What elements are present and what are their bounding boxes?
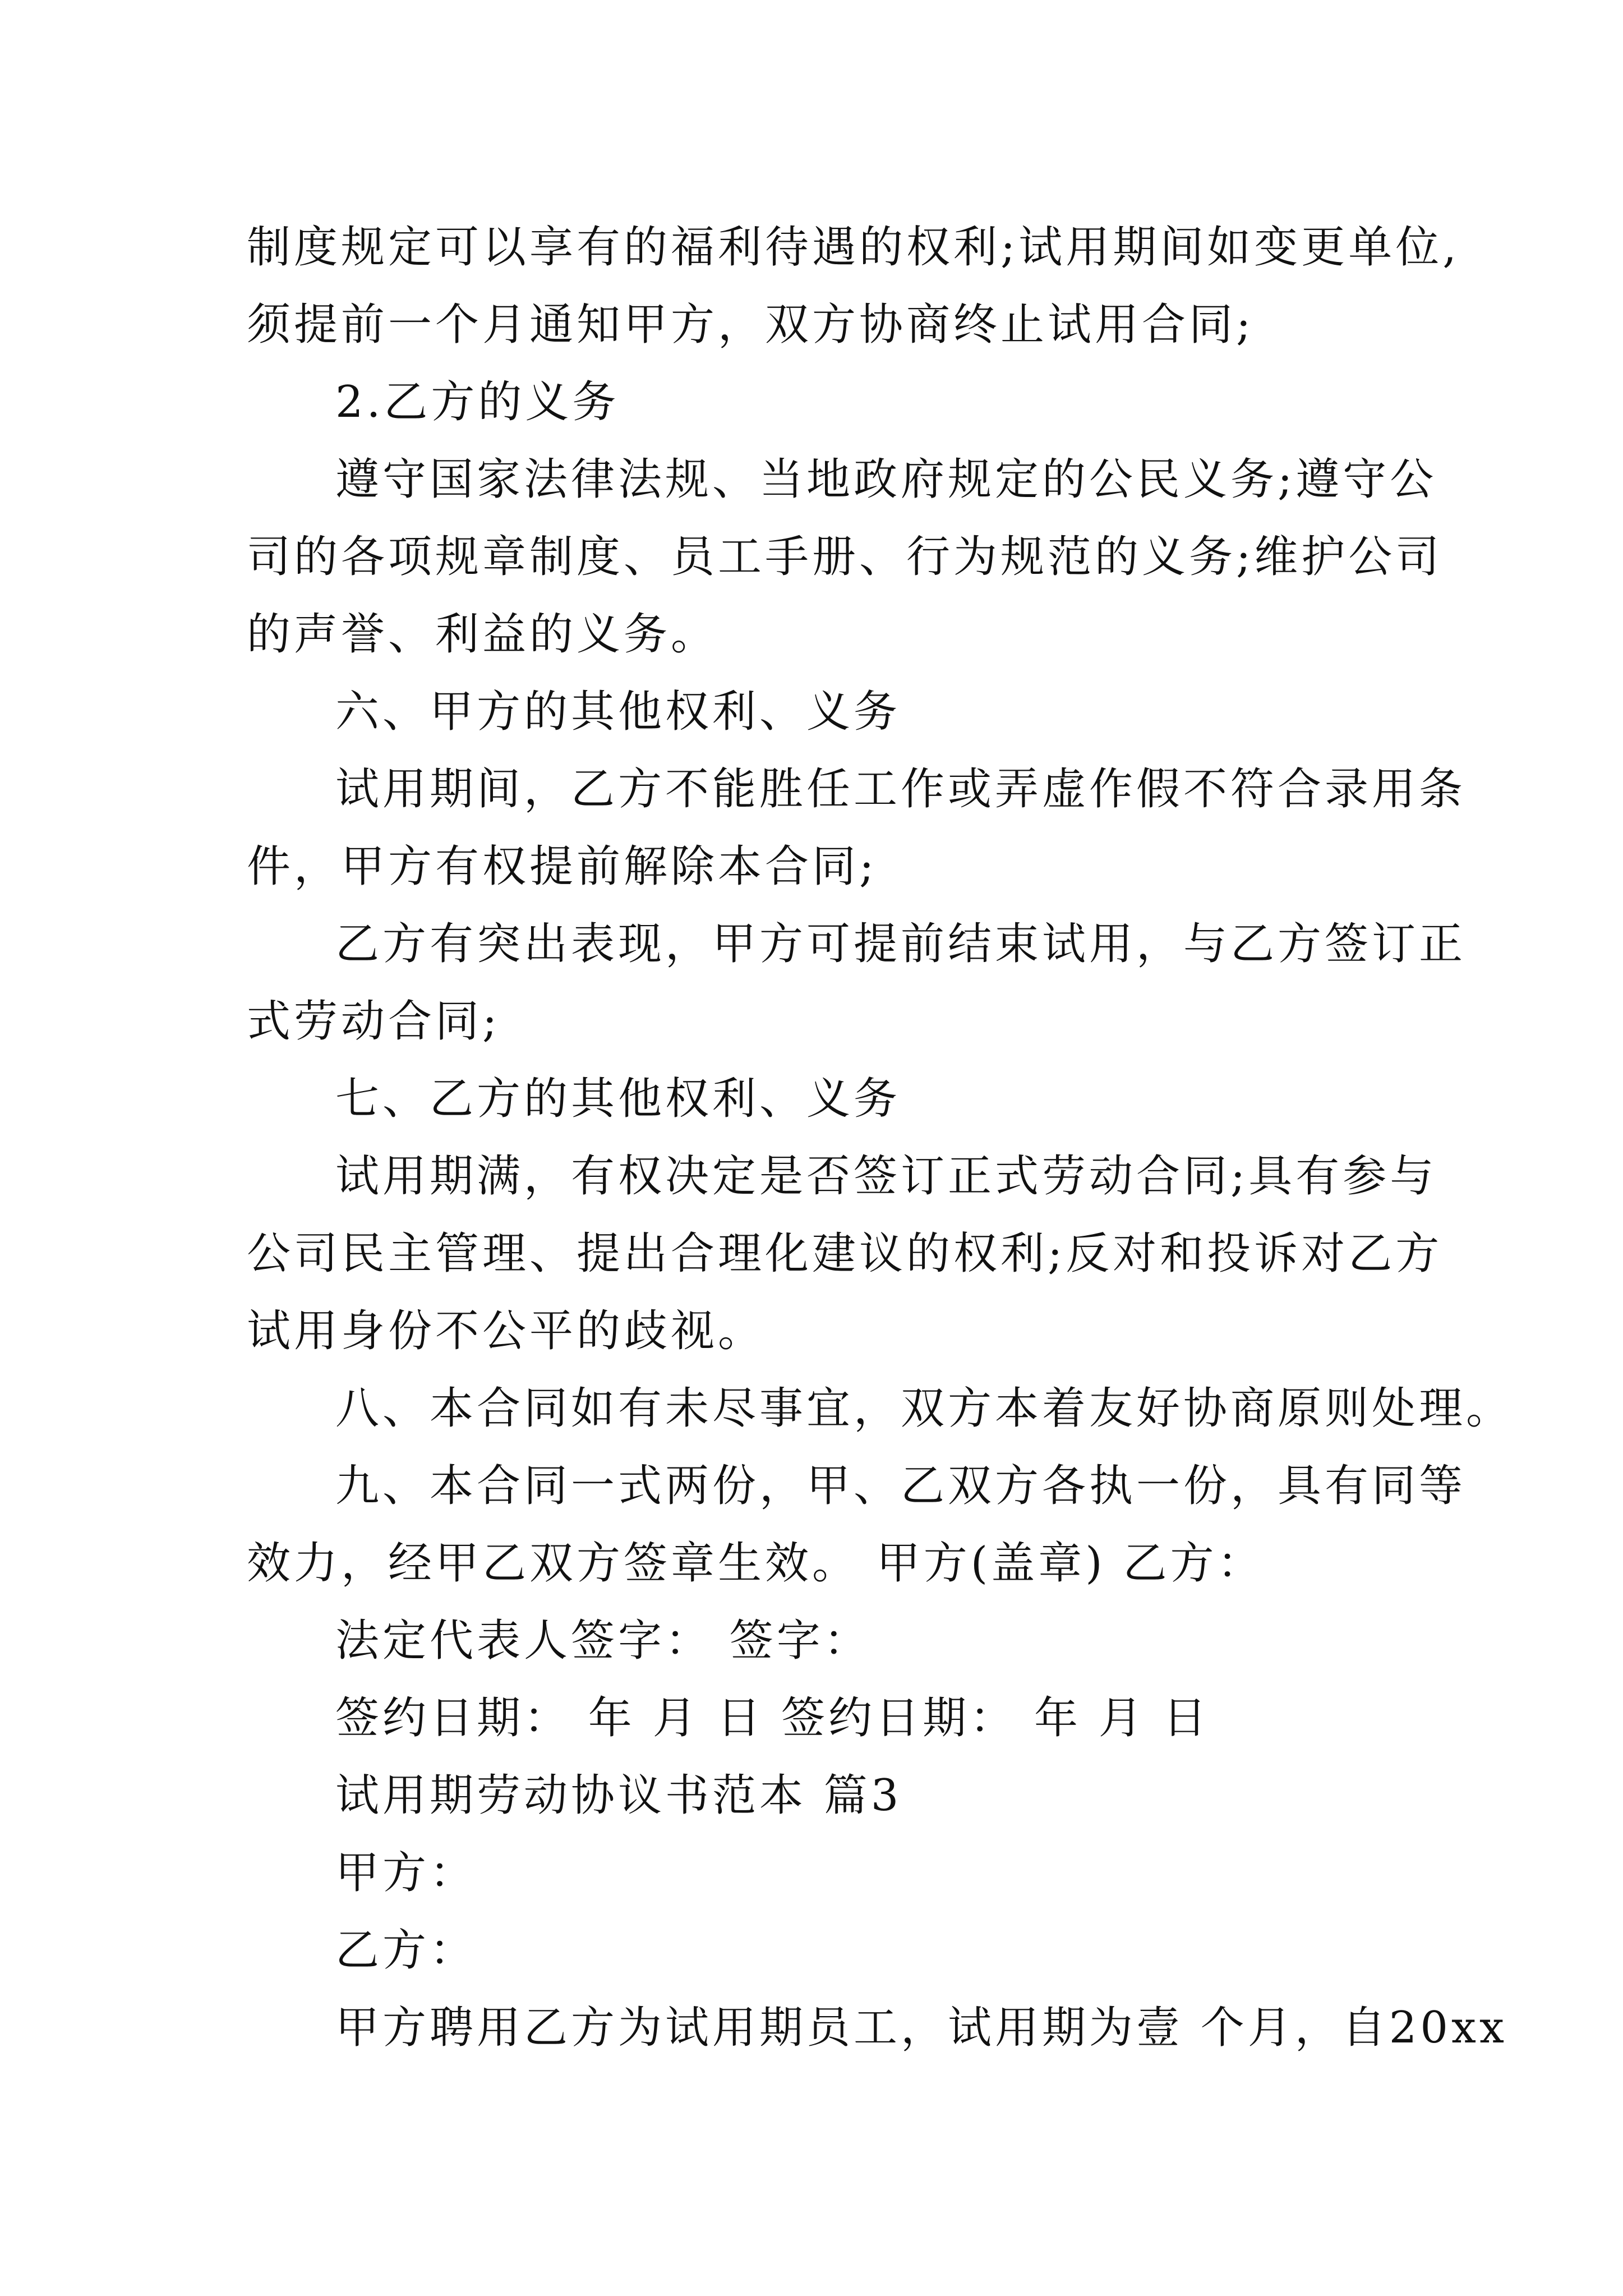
- text-line: 试用期间，乙方不能胜任工作或弄虚作假不符合录用条: [335, 764, 1467, 815]
- text-line: 效力，经甲乙双方签章生效。 甲方(盖章) 乙方：: [247, 1538, 1265, 1589]
- text-line: 的声誉、利益的义务。: [247, 609, 718, 660]
- document-body: [247, 209, 1514, 2067]
- signature-line: 法定代表人签字： 签字：: [335, 1616, 871, 1666]
- party-b-label: 乙方：: [335, 1925, 477, 1976]
- section-heading: 九、本合同一式两份，甲、乙双方各执一份，具有同等: [335, 1461, 1467, 1511]
- text-line: 试用身份不公平的歧视。: [247, 1306, 766, 1356]
- document-title: 试用期劳动协议书范本 篇3: [335, 1770, 902, 1821]
- text-line: 公司民主管理、提出合理化建议的权利;反对和投诉对乙方: [247, 1228, 1443, 1279]
- signature-date-line: 签约日期： 年 月 日 签约日期： 年 月 日: [335, 1693, 1210, 1743]
- text-line: 试用期满，有权决定是否签订正式劳动合同;具有参与: [335, 1151, 1437, 1202]
- section-heading: 2.乙方的义务: [335, 377, 620, 427]
- text-line: 式劳动合同;: [247, 996, 501, 1047]
- section-heading: 六、甲方的其他权利、义务: [335, 687, 901, 737]
- text-line: 制度规定可以享有的福利待遇的权利;试用期间如变更单位,: [247, 222, 1460, 273]
- text-line: 件，甲方有权提前解除本合同;: [247, 841, 878, 892]
- section-heading: 八、本合同如有未尽事宜，双方本着友好协商原则处理。: [335, 1383, 1514, 1434]
- text-line: 须提前一个月通知甲方，双方协商终止试用合同;: [247, 300, 1255, 350]
- text-line: 司的各项规章制度、员工手册、行为规范的义务;维护公司: [247, 532, 1443, 582]
- text-line: 遵守国家法律法规、当地政府规定的公民义务;遵守公: [335, 454, 1437, 505]
- section-heading: 七、乙方的其他权利、义务: [335, 1074, 901, 1124]
- text-line: 乙方有突出表现，甲方可提前结束试用，与乙方签订正: [335, 919, 1467, 969]
- party-a-label: 甲方：: [335, 1848, 477, 1898]
- text-line: 甲方聘用乙方为试用期员工，试用期为壹 个月，自20xx: [335, 2003, 1508, 2053]
